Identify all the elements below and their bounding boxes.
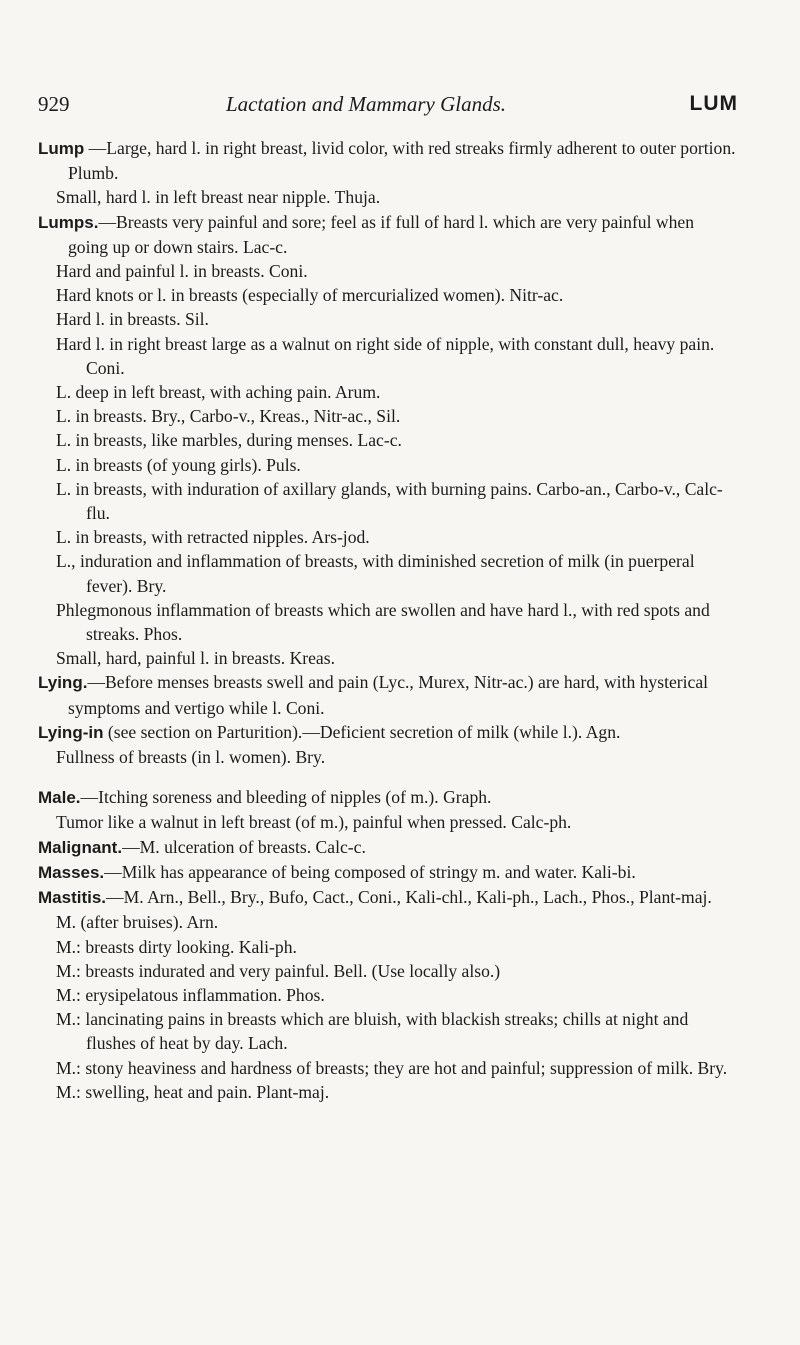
entry-text: —Itching soreness and bleeding of nipples (of m.). Graph. — [80, 787, 492, 808]
sub-entry — [38, 259, 738, 283]
entry-text: L. in breasts, with retracted nipples. Ars-jod. — [56, 527, 370, 548]
entry-text: M.: swelling, heat and pain. Plant-maj. — [56, 1081, 330, 1102]
rubric-entry — [38, 835, 738, 860]
rubric-entry — [38, 885, 738, 910]
sub-entry — [38, 745, 738, 769]
entry-text: Small, hard l. in left breast near nipple. Thuja. — [56, 187, 381, 208]
entry-text: —Milk has appearance of being composed of stringy m. and water. Kali-bi. — [104, 861, 636, 882]
sub-entry — [38, 428, 738, 452]
sub-entry — [38, 935, 738, 959]
sub-entry — [38, 525, 738, 549]
entry-text: Hard l. in right breast large as a walnut on right side of nipple, with constant dull, heavy pain. Coni. — [56, 333, 715, 378]
sub-entry — [38, 332, 738, 380]
sub-entry — [38, 453, 738, 477]
sub-entry — [38, 283, 738, 307]
sub-entry — [38, 1007, 738, 1055]
sub-entry — [38, 1080, 738, 1104]
rubric-entry — [38, 785, 738, 810]
entry-text: Phlegmonous inflammation of breasts which are swollen and have hard l., with red spots and streaks. Phos. — [56, 599, 710, 645]
entry-text: —M. ulceration of breasts. Calc-c. — [122, 836, 366, 857]
rubric-entry — [38, 210, 738, 259]
sub-entry — [38, 910, 738, 934]
rubric-heading: Lying-in — [38, 722, 104, 742]
sub-entry — [38, 983, 738, 1007]
entry-text: L. in breasts (of young girls). Puls. — [56, 454, 301, 475]
sub-entry — [38, 185, 738, 209]
entry-text: Fullness of breasts (in l. women). Bry. — [56, 747, 326, 768]
entry-text: Small, hard, painful l. in breasts. Kreas. — [56, 648, 335, 669]
sub-entry — [38, 810, 738, 834]
repertory-entries — [38, 136, 738, 1104]
entry-text: M.: lancinating pains in breasts which are bluish, with blackish streaks; chills at night and flushes of heat by day. Lach. — [56, 1009, 689, 1054]
rubric-heading: Lying. — [38, 673, 88, 693]
rubric-heading: Lumps. — [38, 212, 99, 232]
entry-text: M.: stony heaviness and hardness of breasts; they are hot and painful; suppression of milk. Bry. — [56, 1057, 728, 1078]
sub-entry — [38, 380, 738, 404]
rubric-heading: Lump — [38, 139, 85, 158]
sub-entry — [38, 598, 738, 646]
entry-text: Tumor like a walnut in left breast (of m.), painful when pressed. Calc-ph. — [56, 812, 572, 833]
section-abbreviation: LUM — [689, 92, 738, 115]
sub-entry — [38, 1056, 738, 1080]
sub-entry — [38, 477, 738, 525]
entry-text: —Breasts very painful and sore; feel as if full of hard l. which are very painful when going up or down stairs. Lac-c. — [68, 211, 694, 257]
entry-text: —Large, hard l. in right breast, livid color, with red streaks firmly adherent to outer portion. Plumb. — [68, 138, 736, 184]
entry-text: M.: breasts indurated and very painful. Bell. (Use locally also.) — [56, 960, 501, 981]
entry-text: —M. Arn., Bell., Bry., Bufo, Cact., Coni., Kali-chl., Kali-ph., Lach., Phos., Plant-maj. — [106, 887, 712, 908]
rubric-heading: Malignant. — [38, 837, 123, 857]
rubric-entry — [38, 670, 738, 719]
rubric-entry — [38, 860, 738, 885]
sub-entry — [38, 404, 738, 428]
running-title: Lactation and Mammary Glands. — [226, 92, 506, 116]
entry-text: L. in breasts. Bry., Carbo-v., Kreas., Nitr-ac., Sil. — [56, 406, 401, 427]
rubric-heading: Male. — [38, 788, 81, 808]
sub-entry — [38, 307, 738, 331]
sub-entry — [38, 549, 738, 597]
entry-text: Hard and painful l. in breasts. Coni. — [56, 261, 308, 282]
entry-text: Hard l. in breasts. Sil. — [56, 309, 209, 330]
running-header — [38, 92, 738, 120]
entry-text: Hard knots or l. in breasts (especially of mercurialized women). Nitr-ac. — [56, 285, 564, 306]
rubric-entry — [38, 720, 738, 745]
entry-text: L. deep in left breast, with aching pain. Arum. — [56, 382, 381, 403]
entry-text: M.: breasts dirty looking. Kali-ph. — [56, 936, 297, 957]
entry-text: M. (after bruises). Arn. — [56, 912, 219, 933]
rubric-heading: Mastitis. — [38, 888, 107, 908]
page-number: 929 — [38, 92, 70, 116]
entry-text: L., induration and inflammation of breasts, with diminished secretion of milk (in puerperal fever). Bry. — [56, 551, 695, 596]
rubric-heading: Masses. — [38, 862, 105, 882]
entry-text: L. in breasts, like marbles, during menses. Lac-c. — [56, 430, 402, 451]
entry-text: L. in breasts, with induration of axillary glands, with burning pains. Carbo-an., Carbo-v., Calc-flu. — [56, 478, 723, 524]
rubric-entry — [38, 136, 738, 185]
sub-entry — [38, 646, 738, 670]
entry-text: (see section on Parturition).—Deficient secretion of milk (while l.). Agn. — [103, 721, 621, 742]
entry-text: M.: erysipelatous inflammation. Phos. — [56, 984, 325, 1005]
sub-entry — [38, 959, 738, 983]
entry-text: —Before menses breasts swell and pain (Lyc., Murex, Nitr-ac.) are hard, with hysterical symptoms and vertigo while l. Coni. — [68, 672, 709, 718]
